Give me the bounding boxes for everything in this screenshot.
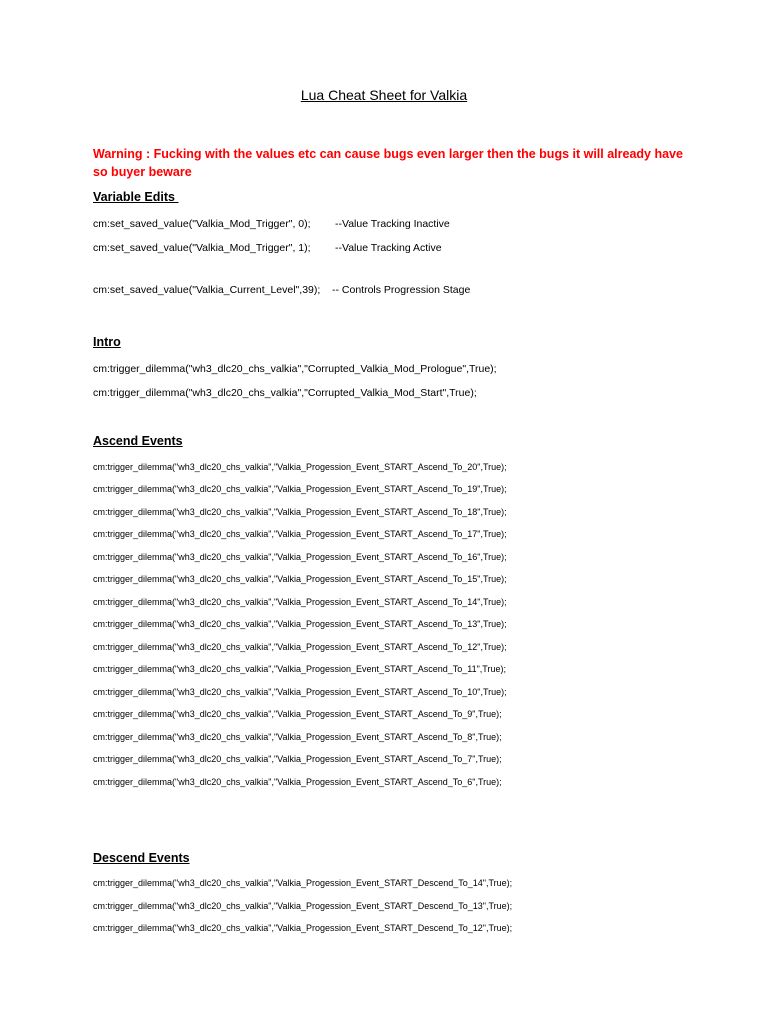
variable-edit-comment: -- Controls Progression Stage (332, 284, 471, 296)
descend-event-line: cm:trigger_dilemma("wh3_dlc20_chs_valkia","Valkia_Progession_Event_START_Descend_To_14",True); (93, 878, 513, 888)
ascend-event-line: cm:trigger_dilemma("wh3_dlc20_chs_valkia","Valkia_Progession_Event_START_Ascend_To_11",True); (93, 664, 506, 674)
document-title: Lua Cheat Sheet for Valkia (300, 87, 468, 103)
descend-events-heading: Descend Events (93, 851, 190, 865)
ascend-event-line: cm:trigger_dilemma("wh3_dlc20_chs_valkia","Valkia_Progession_Event_START_Ascend_To_9",True); (93, 709, 502, 719)
ascend-event-line: cm:trigger_dilemma("wh3_dlc20_chs_valkia","Valkia_Progession_Event_START_Ascend_To_16",True); (93, 552, 507, 562)
ascend-event-line: cm:trigger_dilemma("wh3_dlc20_chs_valkia","Valkia_Progession_Event_START_Ascend_To_7",True); (93, 754, 502, 764)
ascend-event-line: cm:trigger_dilemma("wh3_dlc20_chs_valkia","Valkia_Progession_Event_START_Ascend_To_6",True); (93, 777, 502, 787)
variable-edit-comment: --Value Tracking Active (335, 242, 442, 254)
ascend-event-line: cm:trigger_dilemma("wh3_dlc20_chs_valkia","Valkia_Progession_Event_START_Ascend_To_8",True); (93, 732, 502, 742)
variable-edit-code: cm:set_saved_value("Valkia_Current_Level",39); (93, 284, 321, 296)
descend-event-line: cm:trigger_dilemma("wh3_dlc20_chs_valkia","Valkia_Progession_Event_START_Descend_To_13",True); (93, 901, 513, 911)
descend-event-line: cm:trigger_dilemma("wh3_dlc20_chs_valkia","Valkia_Progession_Event_START_Descend_To_12",True); (93, 923, 513, 933)
variable-edit-comment: --Value Tracking Inactive (335, 218, 450, 230)
ascend-event-line: cm:trigger_dilemma("wh3_dlc20_chs_valkia","Valkia_Progession_Event_START_Ascend_To_12",True); (93, 642, 507, 652)
variable-edit-code: cm:set_saved_value("Valkia_Mod_Trigger", 0); (93, 218, 311, 230)
ascend-events-heading: Ascend Events (93, 434, 183, 448)
intro-heading: Intro (93, 335, 121, 349)
ascend-event-line: cm:trigger_dilemma("wh3_dlc20_chs_valkia","Valkia_Progession_Event_START_Ascend_To_15",True); (93, 574, 507, 584)
ascend-event-line: cm:trigger_dilemma("wh3_dlc20_chs_valkia","Valkia_Progession_Event_START_Ascend_To_18",True); (93, 507, 507, 517)
variable-edit-code: cm:set_saved_value("Valkia_Mod_Trigger", 1); (93, 242, 311, 254)
ascend-event-line: cm:trigger_dilemma("wh3_dlc20_chs_valkia","Valkia_Progession_Event_START_Ascend_To_14",True); (93, 597, 507, 607)
ascend-event-line: cm:trigger_dilemma("wh3_dlc20_chs_valkia","Valkia_Progession_Event_START_Ascend_To_13",True); (93, 619, 507, 629)
ascend-event-line: cm:trigger_dilemma("wh3_dlc20_chs_valkia","Valkia_Progession_Event_START_Ascend_To_17",True); (93, 529, 507, 539)
ascend-event-line: cm:trigger_dilemma("wh3_dlc20_chs_valkia","Valkia_Progession_Event_START_Ascend_To_20",True); (93, 462, 507, 472)
intro-line: cm:trigger_dilemma("wh3_dlc20_chs_valkia","Corrupted_Valkia_Mod_Start",True); (93, 387, 477, 399)
warning-text: Warning : Fucking with the values etc can cause bugs even larger then the bugs it will already have so buyer beware (93, 147, 683, 179)
intro-line: cm:trigger_dilemma("wh3_dlc20_chs_valkia","Corrupted_Valkia_Mod_Prologue",True); (93, 363, 497, 375)
ascend-event-line: cm:trigger_dilemma("wh3_dlc20_chs_valkia","Valkia_Progession_Event_START_Ascend_To_19",True); (93, 484, 507, 494)
ascend-event-line: cm:trigger_dilemma("wh3_dlc20_chs_valkia","Valkia_Progession_Event_START_Ascend_To_10",True); (93, 687, 507, 697)
variable-edits-heading: Variable Edits (93, 190, 179, 204)
